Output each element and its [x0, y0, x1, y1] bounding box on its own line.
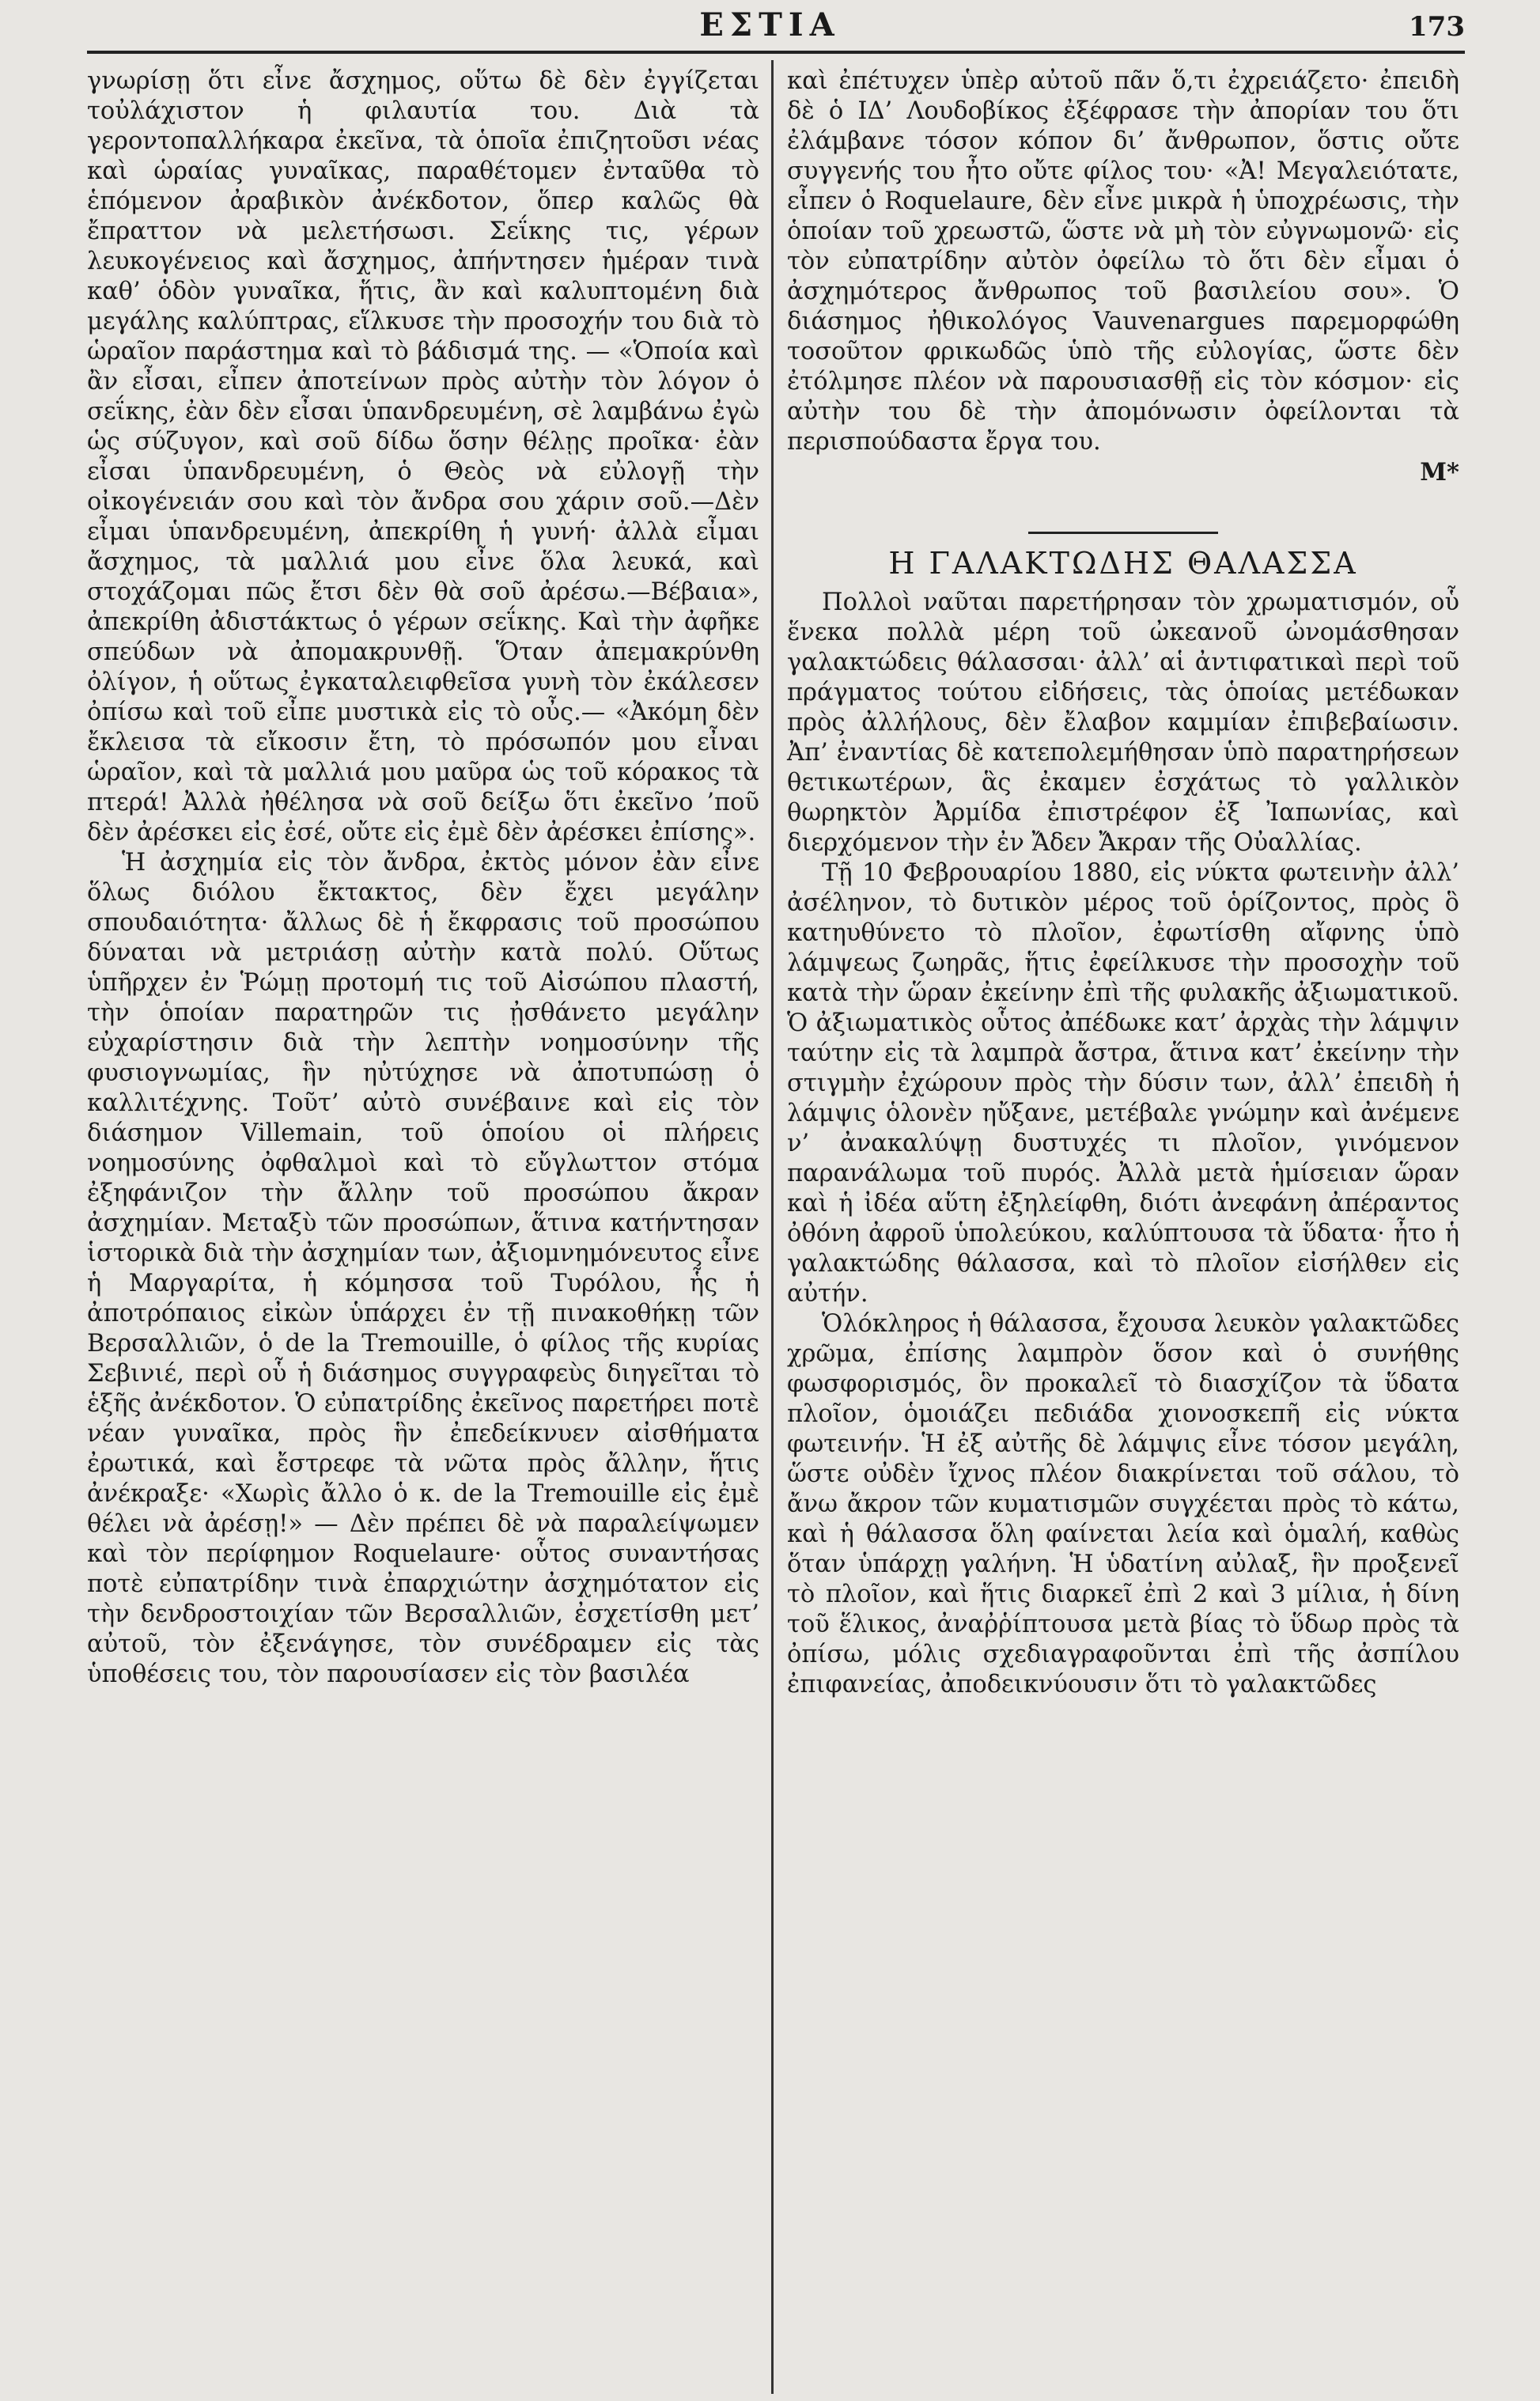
article-paragraph-3: Ὁλόκληρος ἡ θάλασσα, ἔχουσα λευκὸν γαλακτῶδες χρῶμα, ἐπίσης λαμπρὸν ὅσον καὶ ὁ συνήθης φωσφορισμός, ὃν προκαλεῖ τὸ διασχίζον τὰ ὕδατα πλοῖον, ὁμοιάζει πεδιάδα χιονοσκεπῆ εἰς νύκτα φωτεινήν. Ἡ ἐξ αὐτῆς δὲ λάμψις εἶνε τόσον μεγάλη, ὥστε οὐδὲν ἴχνος πλέον διακρίνεται τοῦ σάλου, τὸ ἄνω ἄκρον τῶν κυματισμῶν συγχέεται πρὸς τὸ κάτω, καὶ ἡ θάλασσα ὅλη φαίνεται λεία καὶ ὁμαλή, καθὼς ὅταν ὑπάρχῃ γαλήνη. Ἡ ὑδατίνη αὐλαξ, ἣν προξενεῖ τὸ πλοῖον, καὶ ἥτις διαρκεῖ ἐπὶ 2 καὶ 3 μίλια, ἡ δίνη τοῦ ἕλικος, ἀναῤῥίπτουσα μετὰ βίας τὸ ὕδωρ πρὸς τὰ ὀπίσω, μόλις σχεδιαγραφοῦνται ἐπὶ τῆς ἀσπίλου ἐπιφανείας, ἀποδεικνύουσιν ὅτι τὸ γαλακτῶδες — [787, 1310, 1459, 1698]
left-paragraph-2: Ἡ ἀσχημία εἰς τὸν ἄνδρα, ἐκτὸς μόνον ἐὰν εἶνε ὅλως διόλου ἔκτακτος, δὲν ἔχει μεγάλην σπουδαιότητα· ἄλλως δὲ ἡ ἔκφρασις τοῦ προσώπου δύναται νὰ μετριάσῃ αὐτὴν κατὰ πολύ. Οὕτως ὑπῆρχεν ἐν Ῥώμῃ προτομή τις τοῦ Αἰσώπου πλαστή, τὴν ὁποίαν παρατηρῶν τις ᾐσθάνετο μεγάλην εὐχαρίστησιν διὰ τὴν λεπτὴν νοημοσύνην τῆς φυσιογνωμίας, ἣν ηὐτύχησε νὰ ἀποτυπώσῃ ὁ καλλιτέχνης. Τοῦτ’ αὐτὸ συνέβαινε καὶ εἰς τὸν διάσημον Villemain, τοῦ ὁποίου οἱ πλήρεις νοημοσύνης ὀφθαλμοὶ καὶ τὸ εὔγλωττον στόμα ἐξηφάνιζον τὴν ἄλλην τοῦ προσώπου ἄκραν ἀσχημίαν. Μεταξὺ τῶν προσώπων, ἅτινα κατήντησαν ἱστορικὰ διὰ τὴν ἀσχημίαν των, ἀξιομνημόνευτος εἶνε ἡ Μαργαρίτα, ἡ κόμησσα τοῦ Τυρόλου, ἧς ἡ ἀποτρόπαιος εἰκὼν ὑπάρχει ἐν τῇ πινακοθήκῃ τῶν Βερσαλλιῶν, ὁ de la Tremouille, ὁ φίλος τῆς κυρίας Σεβινιέ, περὶ οὗ ἡ διάσημος συγγραφεὺς διηγεῖται τὸ ἑξῆς ἀνέκδοτον. Ὁ εὐπατρίδης ἐκεῖνος παρετήρει ποτὲ νέαν γυναῖκα, πρὸς ἣν ἐπεδείκνυεν αἰσθήματα ἐρωτικά, καὶ ἔστρεφε τὰ νῶτα πρὸς ἄλλην, ἥτις ἀνέκραξε· «Χωρὶς ἄλλο ὁ κ. de la Tremouille εἰς ἐμὲ θέλει νὰ ἀρέσῃ!» — Δὲν πρέπει δὲ νὰ παραλείψωμεν καὶ τὸν περίφημον Roquelaure· οὗτος συναντήσας ποτὲ εὐπατρίδην τινὰ ἐπαρχιώτην ἀσχημότατον εἰς τὴν δενδροστοιχίαν τῶν Βερσαλλιῶν, ἐσχετίσθη μετ’ αὐτοῦ, τὸν ἐξενάγησε, τὸν συνέδραμεν εἰς τὰς ὑποθέσεις του, τὸν παρουσίασεν εἰς τὸν βασιλέα — [87, 849, 759, 1688]
left-column — [87, 66, 759, 1690]
article-title: Η ΓΑΛΑΚΤΩΔΗΣ ΘΑΛΑΣΣΑ — [888, 546, 1358, 581]
page-number: 173 — [1409, 11, 1465, 43]
right-paragraph-continued: καὶ ἐπέτυχεν ὑπὲρ αὐτοῦ πᾶν ὅ,τι ἐχρειάζετο· ἐπειδὴ δὲ ὁ ΙΔ’ Λουδοβίκος ἐξέφρασε τὴν ἀπορίαν του ὅτι ἐλάμβανε τόσον κόπον δι’ ἄνθρωπον, ὅστις οὔτε συγγενής του ἦτο οὔτε φίλος του· «Ἀ! Μεγαλειότατε, εἶπεν ὁ Roquelaure, δὲν εἶνε μικρὰ ἡ ὑποχρέωσις, τὴν ὁποίαν τοῦ χρεωστῶ, ὥστε νὰ μὴ τὸν εὐγνωμονῶ· εἰς τὸν εὐπατρίδην αὐτὸν ὀφείλω τὸ ὅτι δὲν εἶμαι ὁ ἀσχημότερος ἄνθρωπος τοῦ βασιλείου σου». Ὁ διάσημος ἠθικολόγος Vauvenargues παρεμορφώθη τοσοῦτον φρικωδῶς ὑπὸ τῆς εὐλογίας, ὥστε δὲν ἐτόλμησε πλέον νὰ παρουσιασθῇ εἰς τὸν κόσμον· εἰς αὐτὴν του δὲ τὴν ἀπομόνωσιν ὀφείλονται τὰ περισπούδαστα ἔργα του. — [787, 67, 1459, 456]
running-head-title: ΕΣΤΙΑ — [699, 6, 841, 44]
header-rule — [87, 51, 1465, 54]
right-column — [787, 66, 1459, 1700]
author-signature: Μ* — [1420, 458, 1459, 487]
article-paragraph-2: Τῇ 10 Φεβρουαρίου 1880, εἰς νύκτα φωτεινὴν ἀλλ’ ἀσέληνον, τὸ δυτικὸν μέρος τοῦ ὁρίζοντος, πρὸς ὃ κατηυθύνετο τὸ πλοῖον, ἐφωτίσθη αἴφνης ὑπὸ λάμψεως ζωηρᾶς, ἥτις ἐφείλκυσε τὴν προσοχὴν τοῦ κατὰ τὴν ὥραν ἐκείνην ἐπὶ τῆς φυλακῆς ἀξιωματικοῦ. Ὁ ἀξιωματικὸς οὗτος ἀπέδωκε κατ’ ἀρχὰς τὴν λάμψιν ταύτην εἰς τὰ λαμπρὰ ἄστρα, ἅτινα κατ’ ἐκείνην τὴν στιγμὴν ἐχώρουν πρὸς τὴν δύσιν των, ἀλλ’ ἐπειδὴ ἡ λάμψις ὁλονὲν ηὔξανε, μετέβαλε γνώμην καὶ ἀνέμενε ν’ ἀνακαλύψῃ δυστυχές τι πλοῖον, γινόμενον παρανάλωμα τοῦ πυρός. Ἀλλὰ μετὰ ἡμίσειαν ὥραν καὶ ἡ ἰδέα αὕτη ἐξηλείφθη, διότι ἀνεφάνη ἀπέραντος ὀθόνη ἀφροῦ ὑπολεύκου, καλύπτουσα τὰ ὕδατα· ἦτο ἡ γαλακτώδης θάλασσα, καὶ τὸ πλοῖον εἰσήλθεν εἰς αὐτήν. — [787, 859, 1459, 1308]
column-divider — [771, 60, 774, 2394]
left-paragraph-1: γνωρίσῃ ὅτι εἶνε ἄσχημος, οὕτω δὲ δὲν ἐγγίζεται τοὐλάχιστον ἡ φιλαυτία του. Διὰ τὰ γεροντοπαλλήκαρα ἐκεῖνα, τὰ ὁποῖα ἐπιζητοῦσι νέας καὶ ὡραίας γυναῖκας, παραθέτομεν ἐνταῦθα τὸ ἑπόμενον ἀραβικὸν ἀνέκδοτον, ὅπερ καλῶς θὰ ἔπραττον νὰ μελετήσωσι. Σεΐκης τις, γέρων λευκογένειος καὶ ἄσχημος, ἀπήντησεν ἡμέραν τινὰ καθ’ ὁδὸν γυναῖκα, ἥτις, ἂν καὶ καλυπτομένη διὰ μεγάλης καλύπτρας, εἵλκυσε τὴν προσοχήν του διὰ τὸ ὡραῖον παράστημα καὶ τὸ βάδισμά της. — «Ὁποία καὶ ἂν εἶσαι, εἶπεν ἀποτείνων πρὸς αὐτὴν τὸν λόγον ὁ σεΐκης, ἐὰν δὲν εἶσαι ὑπανδρευμένη, σὲ λαμβάνω ἐγὼ ὡς σύζυγον, καὶ σοῦ δίδω ὅσην θέλῃς προῖκα· ἐὰν εἶσαι ὑπανδρευμένη, ὁ Θεὸς νὰ εὐλογῇ τὴν οἰκογένειάν σου καὶ τὸν ἄνδρα σου χάριν σοῦ.—Δὲν εἶμαι ὑπανδρευμένη, ἀπεκρίθη ἡ γυνή· ἀλλὰ εἶμαι ἄσχημος, τὰ μαλλιά μου εἶνε ὅλα λευκά, καὶ στοχάζομαι πῶς ἔτσι δὲν θὰ σοῦ ἀρέσω.—Βέβαια», ἀπεκρίθη ἀδιστάκτως ὁ γέρων σεΐκης. Καὶ τὴν ἀφῆκε σπεύδων νὰ ἀπομακρυνθῇ. Ὅταν ἀπεμακρύνθη ὀλίγον, ἡ οὕτως ἐγκαταλειφθεῖσα γυνὴ τὸν ἐκάλεσεν ὀπίσω καὶ τοῦ εἶπε μυστικὰ εἰς τὸ οὖς.— «Ἀκόμη δὲν ἔκλεισα τὰ εἴκοσιν ἔτη, τὸ πρόσωπόν μου εἶναι ὡραῖον, καὶ τὰ μαλλιά μου μαῦρα ὡς τοῦ κόρακος τὰ πτερά! Ἀλλὰ ἠθέλησα νὰ σοῦ δείξω ὅτι ἐκεῖνο ’ποῦ δὲν ἀρέσκει εἰς ἐσέ, οὔτε εἰς ἐμὲ δὲν ἀρέσκει ἐπίσης». — [87, 67, 759, 846]
section-separator — [1028, 532, 1218, 534]
article-paragraph-1: Πολλοὶ ναῦται παρετήρησαν τὸν χρωματισμόν, οὗ ἕνεκα πολλὰ μέρη τοῦ ὠκεανοῦ ὠνομάσθησαν γαλακτώδεις θάλασσαι· ἀλλ’ αἱ ἀντιφατικαὶ περὶ τοῦ πράγματος τούτου εἰδήσεις, τὰς ὁποίας μετέδωκαν πρὸς ἀλλήλους, δὲν ἔλαβον καμμίαν ἐπιβεβαίωσιν. Ἀπ’ ἐναντίας δὲ κατεπολεμήθησαν ὑπὸ παρατηρήσεων θετικωτέρων, ἃς ἐκαμεν ἐσχάτως τὸ γαλλικὸν θωρηκτὸν Ἀρμίδα ἐπιστρέφον ἐξ Ἰαπωνίας, καὶ διερχόμενον τὴν ἐν Ἄδεν Ἄκραν τῆς Οὐαλλίας. — [787, 589, 1459, 857]
